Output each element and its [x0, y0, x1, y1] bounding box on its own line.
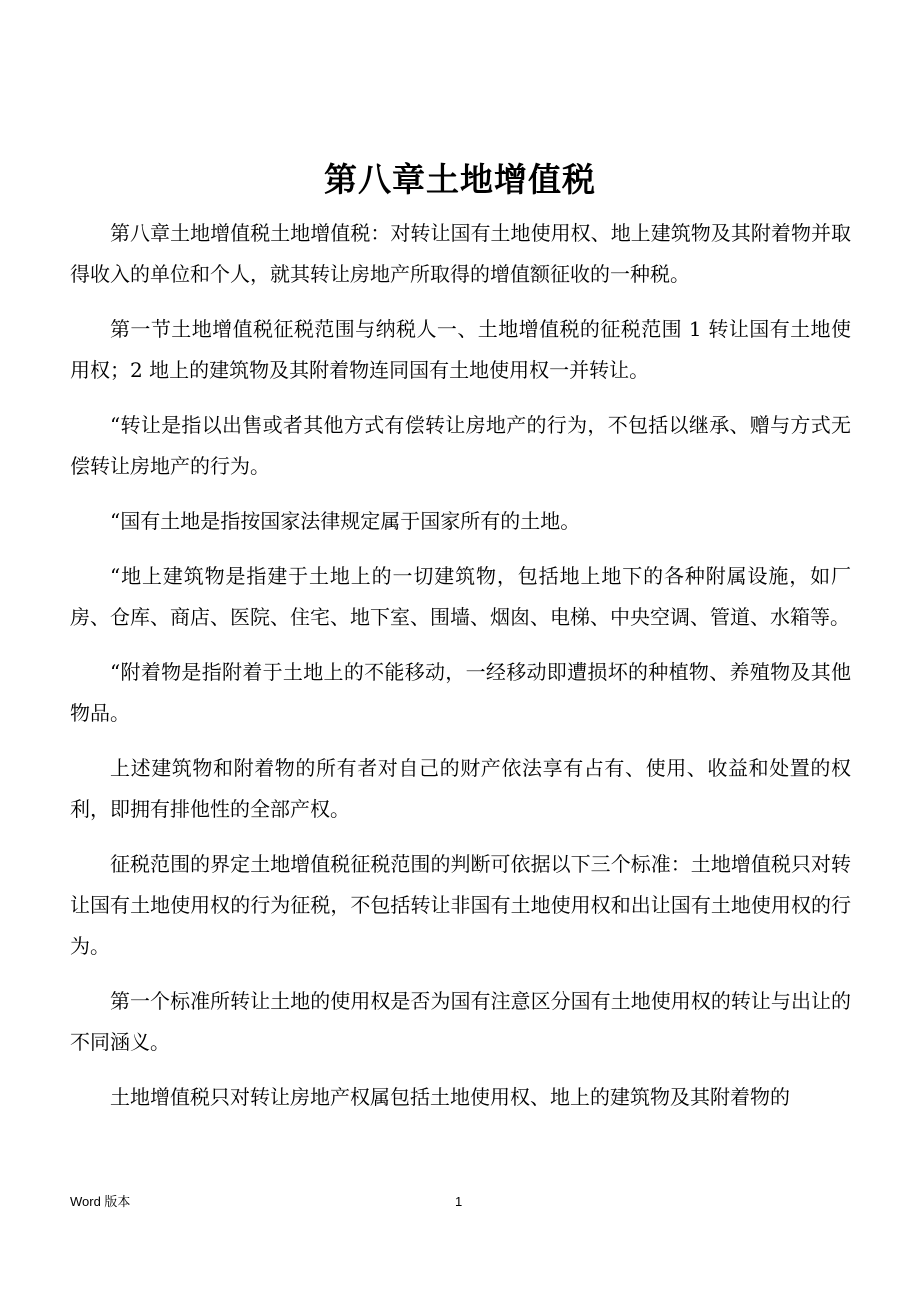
paragraph-7: 上述建筑物和附着物的所有者对自己的财产依法享有占有、使用、收益和处置的权利，即拥有排他性的全部产权。	[70, 756, 851, 821]
paragraph-10: 土地增值税只对转让房地产权属包括土地使用权、地上的建筑物及其附着物的	[110, 1085, 790, 1109]
paragraph-5: “地上建筑物是指建于土地上的一切建筑物，包括地上地下的各种附属设施，如厂房、仓库、商店、医院、住宅、地下室、围墙、烟囱、电梯、中央空调、管道、水箱等。	[70, 564, 851, 629]
paragraph-9: 第一个标准所转让土地的使用权是否为国有注意区分国有土地使用权的转让与出让的不同涵义。	[70, 989, 851, 1054]
footer-label: Word 版本	[70, 1194, 131, 1209]
document-title: 第八章土地增值税	[324, 160, 596, 200]
page-number: 1	[455, 1194, 463, 1209]
paragraph-6: “附着物是指附着于土地上的不能移动，一经移动即遭损坏的种植物、养殖物及其他物品。	[70, 660, 851, 725]
document-body	[70, 213, 851, 1132]
paragraph-8: 征税范围的界定土地增值税征税范围的判断可依据以下三个标准：土地增值税只对转让国有土地使用权的行为征税，不包括转让非国有土地使用权和出让国有土地使用权的行为。	[70, 852, 851, 958]
paragraph-3: “转让是指以出售或者其他方式有偿转让房地产的行为，不包括以继承、赠与方式无偿转让房地产的行为。	[70, 413, 851, 478]
paragraph-2: 第一节土地增值税征税范围与纳税人一、土地增值税的征税范围 1 转让国有土地使用权；2 地上的建筑物及其附着物连同国有土地使用权一并转让。	[70, 317, 851, 382]
paragraph-4: “国有土地是指按国家法律规定属于国家所有的土地。	[110, 509, 581, 533]
paragraph-1: 第八章土地增值税土地增值税：对转让国有土地使用权、地上建筑物及其附着物并取得收入的单位和个人，就其转让房地产所取得的增值额征收的一种税。	[70, 221, 851, 286]
